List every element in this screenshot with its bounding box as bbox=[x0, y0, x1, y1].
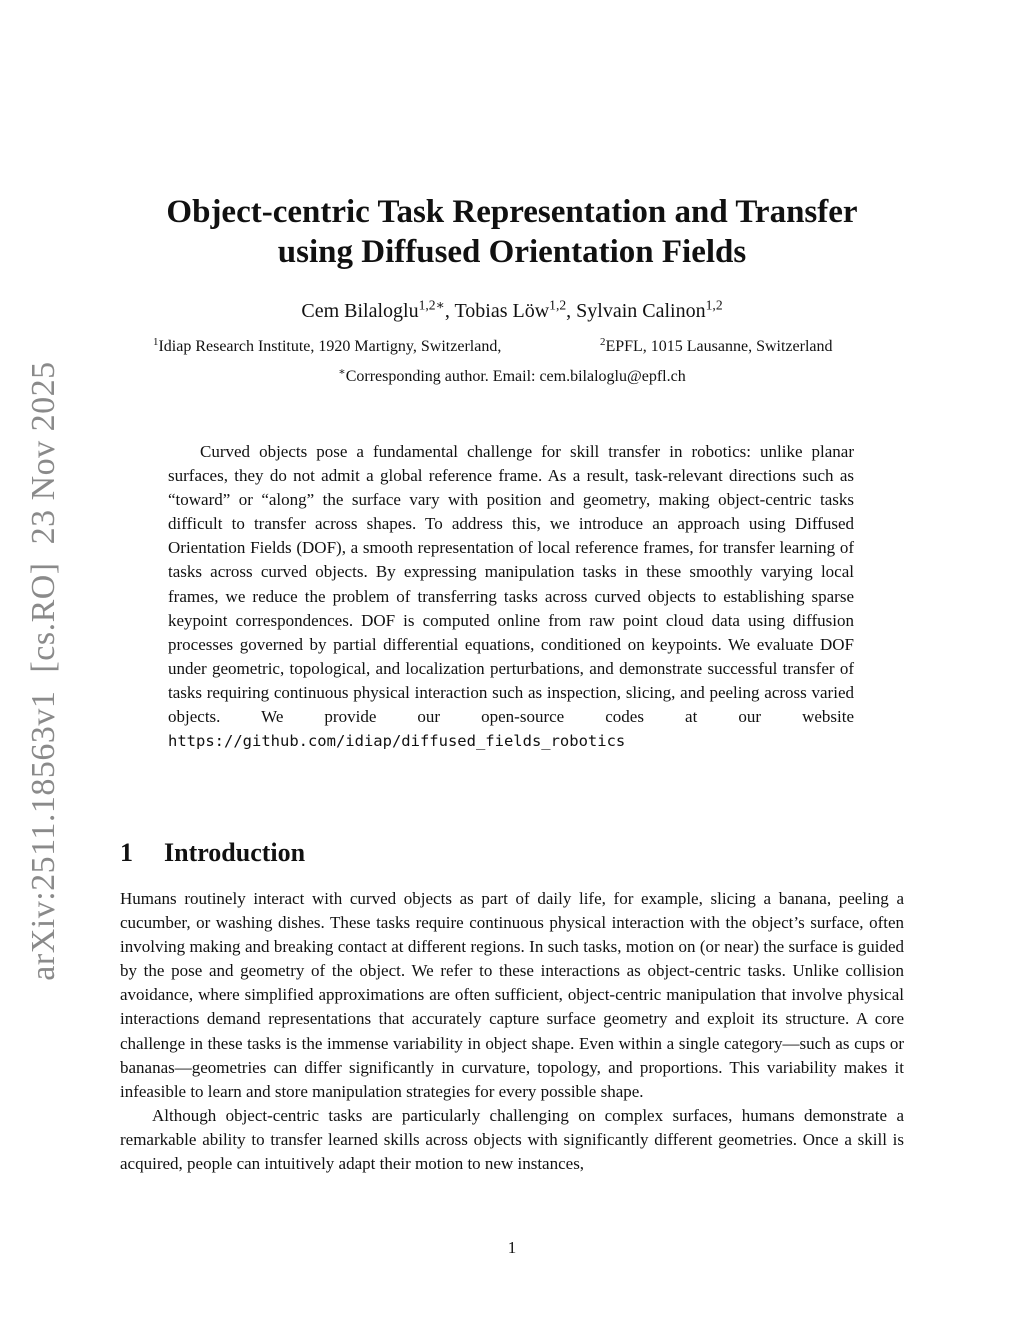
author-affiliation-mark: 1,2∗ bbox=[418, 297, 445, 313]
arxiv-date: 23 Nov 2025 bbox=[25, 361, 62, 545]
arxiv-id: arXiv:2511.18563v1 bbox=[25, 690, 62, 981]
author-name: Sylvain Calinon bbox=[576, 300, 706, 322]
author-affiliation-mark: 1,2 bbox=[549, 297, 567, 313]
paper-title bbox=[120, 192, 904, 272]
affiliation-mark: 2 bbox=[600, 336, 606, 349]
page-number: 1 bbox=[507, 1238, 517, 1257]
corresponding-text: Corresponding author. Email: cem.bilaloglu@epfl.ch bbox=[345, 368, 686, 385]
author-name: Tobias Löw bbox=[454, 300, 550, 322]
author-list: Cem Bilaloglu$^{1,2∗}$, Tobias Löw$^{1,2}$, Sylvain Calinon$^{1,2}$ bbox=[301, 297, 723, 322]
affiliation-text: EPFL, 1015 Lausanne, Switzerland bbox=[605, 338, 833, 355]
author-name: Cem Bilaloglu bbox=[301, 300, 419, 322]
affiliation-2 bbox=[600, 338, 833, 356]
abstract-text: Curved objects pose a fundamental challenge for skill transfer in robotics: unlike planar surfaces, they do not admit a global reference frame. As a result, task-relevant directions such as “toward” or “along” the surface vary with position and geometry, making object-centric tasks difficult to transfer across shapes. To address this, we introduce an approach using Diffused Orientation Fields (DOF), a smooth representation of local reference frames, for transfer learning of tasks across curved objects. By expressing manipulation tasks in these smoothly varying local frames, we reduce the problem of transferring tasks across curved objects to establishing sparse keypoint correspondences. DOF is computed online from raw point cloud data using diffusion processes governed by partial differential equations, conditioned on keypoints. We evaluate DOF under geometric, topological, and localization perturbations, and demonstrate successful transfer of tasks requiring continuous physical interaction such as inspection, slicing, and peeling across varied objects. We provide our open-source codes at our website bbox=[168, 442, 854, 727]
introduction-body bbox=[120, 887, 904, 1176]
title-line-2: using Diffused Orientation Fields bbox=[277, 234, 747, 270]
abstract-code-url[interactable]: https://github.com/idiap/diffused_fields_robotics bbox=[168, 732, 626, 751]
author-affiliation-mark: 1,2 bbox=[705, 297, 723, 313]
title-line-1: Object-centric Task Representation and Transfer bbox=[166, 194, 858, 230]
section-number: 1 bbox=[120, 838, 133, 867]
corresponding-mark: ∗ bbox=[338, 366, 346, 379]
affiliation-text: Idiap Research Institute, 1920 Martigny, Switzerland, bbox=[158, 338, 502, 355]
section-title: Introduction bbox=[164, 838, 306, 867]
paragraph: Humans routinely interact with curved objects as part of daily life, for example, slicing a banana, peeling a cucumber, or washing dishes. These tasks require continuous physical interaction with the object’s surface, often involving making and breaking contact at different regions. In such tasks, motion on (or near) the surface is guided by the pose and geometry of the object. We refer to these interactions as object-centric tasks. Unlike collision avoidance, where simplified approximations are often sufficient, object-centric manipulation that involve physical interactions demand representations that accurately capture surface geometry and exploit its structure. A core challenge in these tasks is the immense variability in object shape. Even within a single category—such as cups or bananas—geometries can differ significantly in curvature, topology, and proportions. This variability makes it infeasible to learn and store manipulation strategies for every possible shape. bbox=[120, 889, 904, 1101]
abstract bbox=[168, 440, 854, 753]
section-heading bbox=[120, 838, 305, 868]
arxiv-category: [cs.RO] bbox=[25, 562, 62, 673]
arxiv-identifier-stamp bbox=[25, 343, 63, 980]
affiliation-mark: 1 bbox=[153, 336, 159, 349]
affiliation-1 bbox=[153, 338, 501, 356]
paragraph: Although object-centric tasks are particularly challenging on complex surfaces, humans demonstrate a remarkable ability to transfer learned skills across objects with significantly different geometries. Once a skill is acquired, people can intuitively adapt their motion to new instances, bbox=[120, 1105, 904, 1174]
corresponding-author-note bbox=[120, 368, 904, 386]
